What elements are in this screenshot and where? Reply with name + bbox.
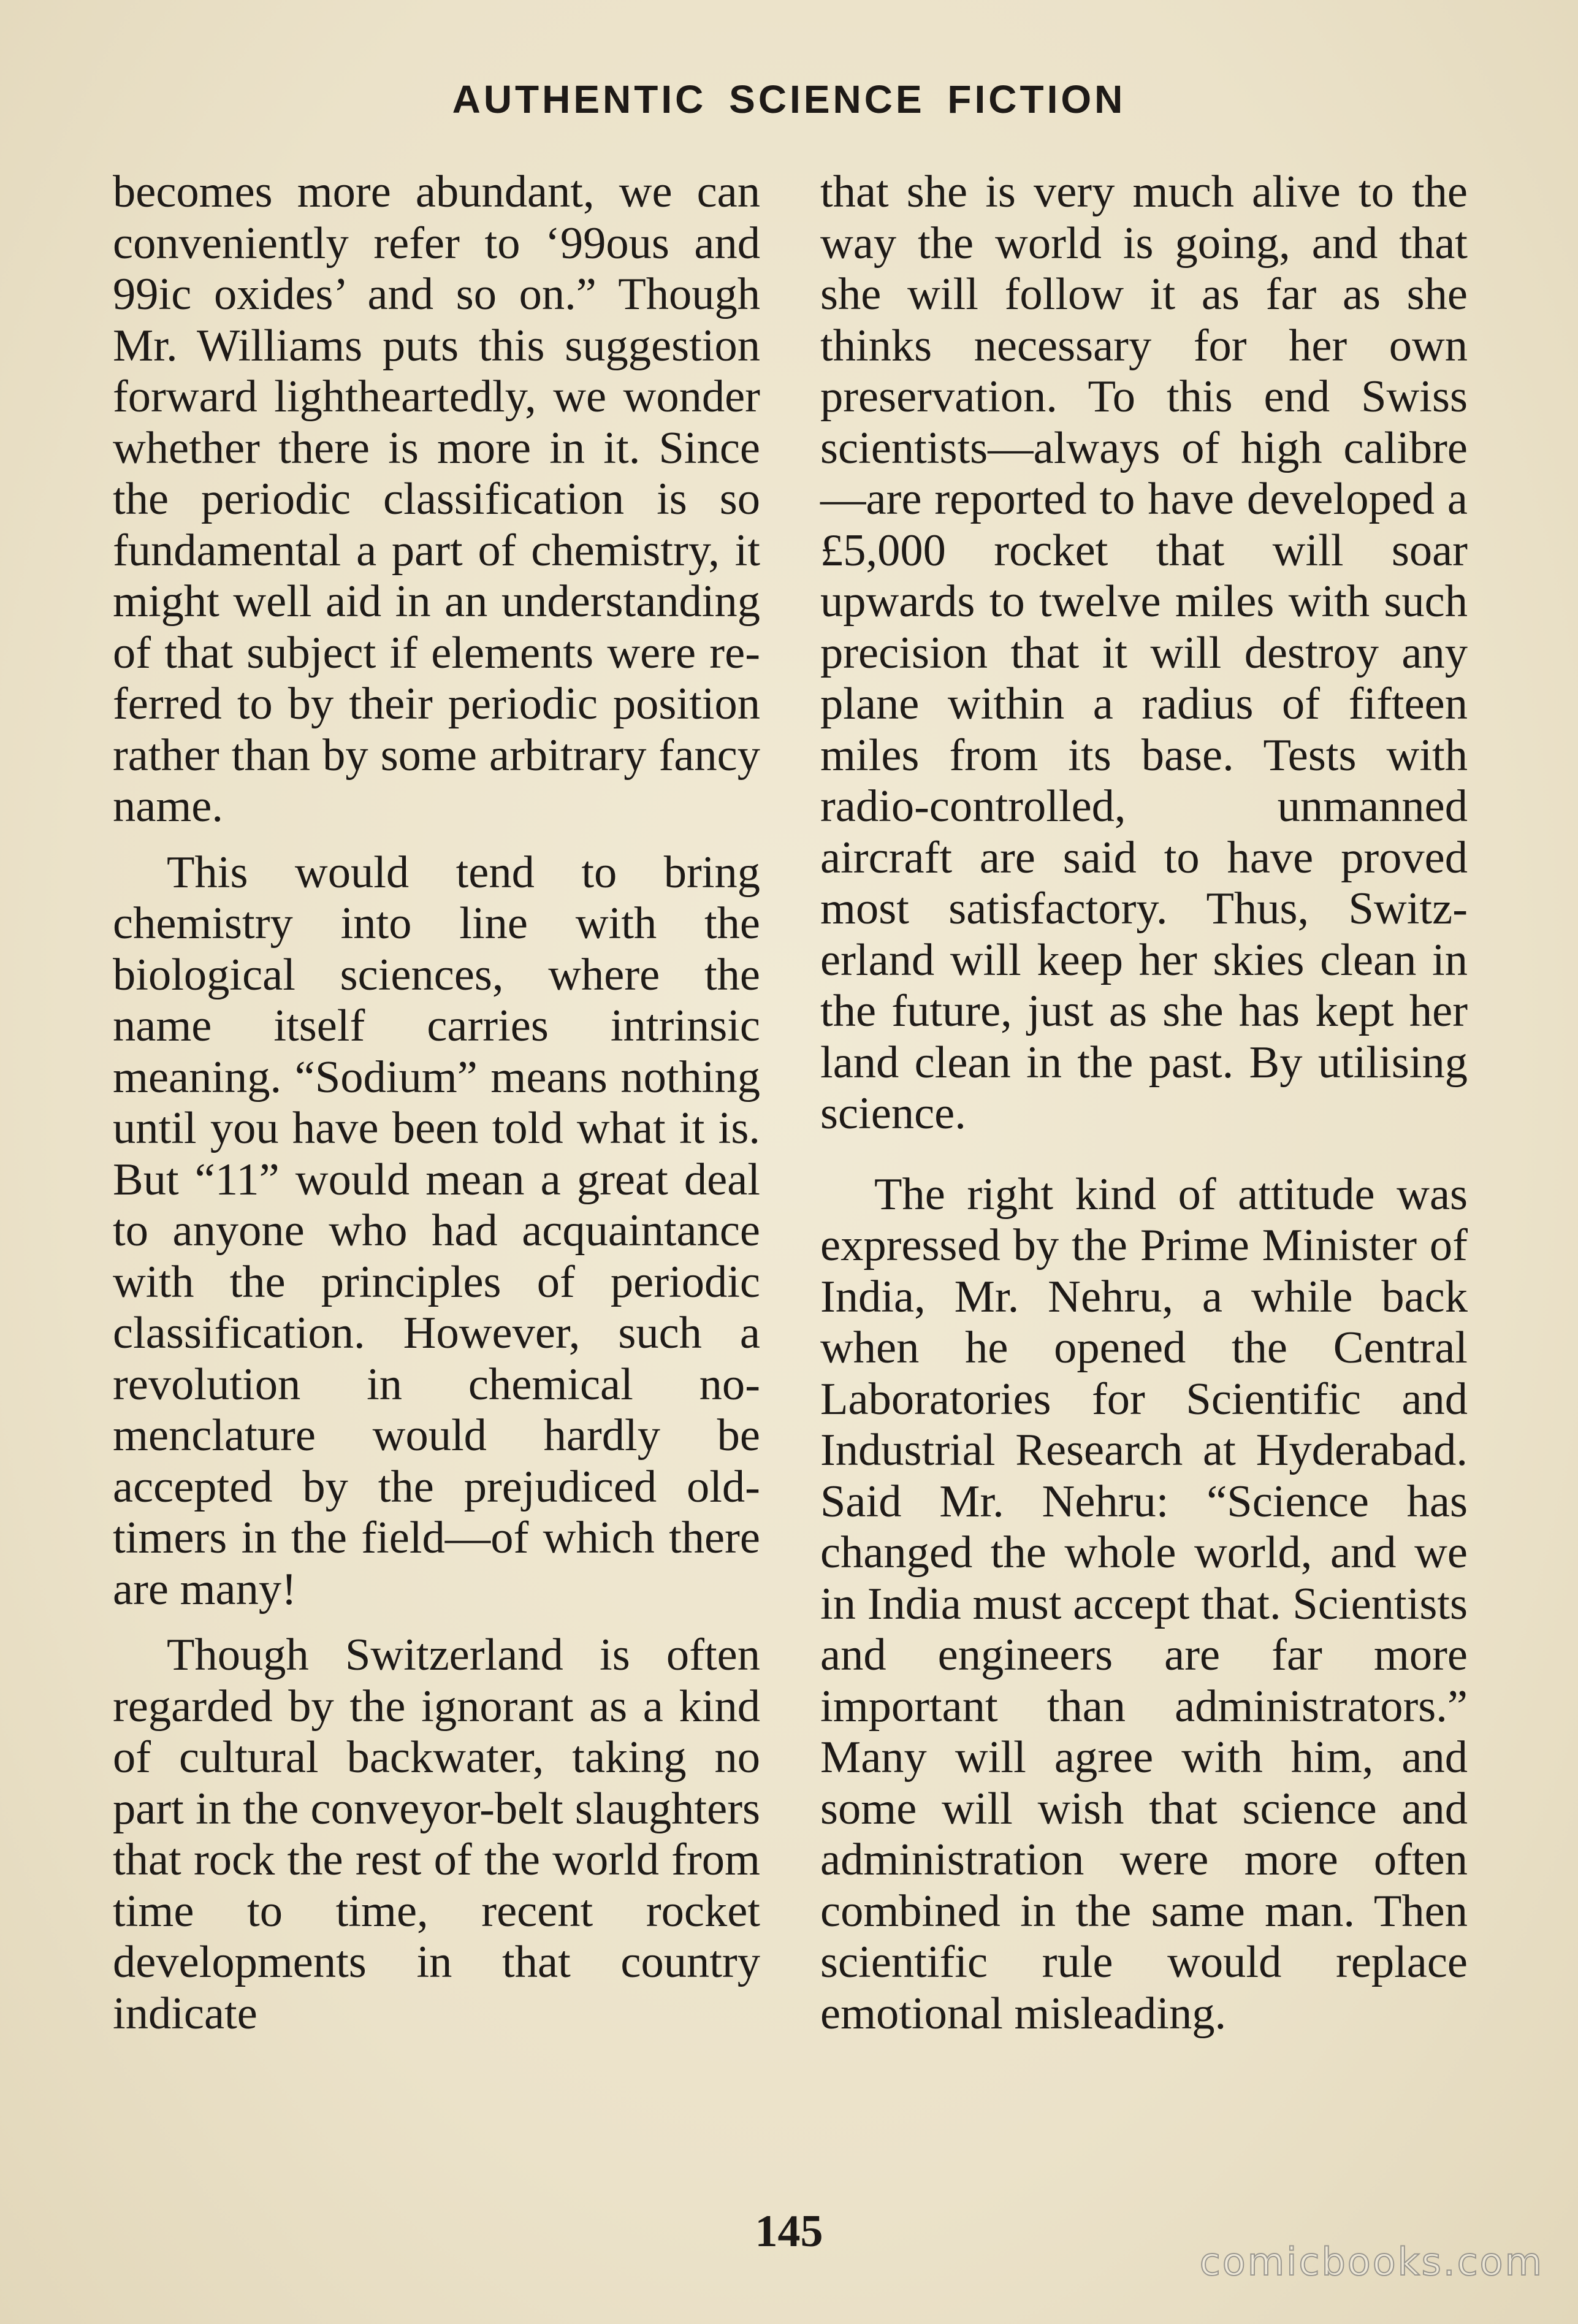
- right-paragraph-1: that she is very much alive to the way the world is going, and that she will follow it as far as she thinks necessary for her own preservation. To this end Swiss scientists—always of high calibre—are reported to have developed a £5,000 rocket that will soar upwards to twelve miles with such precision that it will destroy any plane within a radius of fifteen miles from its base. Tests with radio-controlled, unmanned aircraft are said to have proved most satisfactory. Thus, Switzerland will keep her skies clean in the future, just as she has kept her land clean in the past. By utilising science.: [820, 167, 1468, 1139]
- running-head: AUTHENTIC SCIENCE FICTION: [452, 77, 1126, 121]
- right-paragraph-2: The right kind of attitude was expressed by the Prime Minister of India, Mr. Nehru, a while back when he opened the Central Laboratories for Scientific and Industrial Research at Hyderabad. Said Mr. Nehru: “Science has changed the whole world, and we in India must accept that. Scientists and engineers are far more important than administrators.” Many will agree with him, and some will wish that science and administration were more often combined in the same man. Then scientific rule would replace emotional misleading.: [820, 1169, 1468, 2039]
- left-paragraph-1: becomes more abundant, we can conveniently refer to ‘99ous and 99ic oxides’ and so on.” Though Mr. Williams puts this suggestion forward lightheartedly, we wonder whether there is more in it. Since the periodic classification is so fundamental a part of chemistry, it might well aid in an understanding of that subject if elements were referred to by their periodic position rather than by some arbitrary fancy name.: [113, 167, 760, 831]
- page-number: 145: [755, 2206, 823, 2257]
- left-paragraph-3: Though Switzerland is often regarded by the ignorant as a kind of cultural backwater, taking no part in the conveyor-belt slaughters that rock the rest of the world from time to time, recent rocket developments in that country indicate: [113, 1630, 760, 2039]
- site-watermark: comicbooks.com: [1199, 2239, 1544, 2284]
- left-paragraph-2: This would tend to bring chemistry into line with the biological sciences, where the name itself carries intrinsic meaning. “Sodium” means nothing until you have been told what it is. But “11” would mean a great deal to anyone who had acquaintance with the principles of periodic classification. However, such a revolution in chemical nomenclature would hardly be accepted by the prejudiced old-timers in the field—of which there are many!: [113, 847, 760, 1615]
- left-column: [113, 167, 760, 2039]
- right-column: [820, 167, 1468, 2039]
